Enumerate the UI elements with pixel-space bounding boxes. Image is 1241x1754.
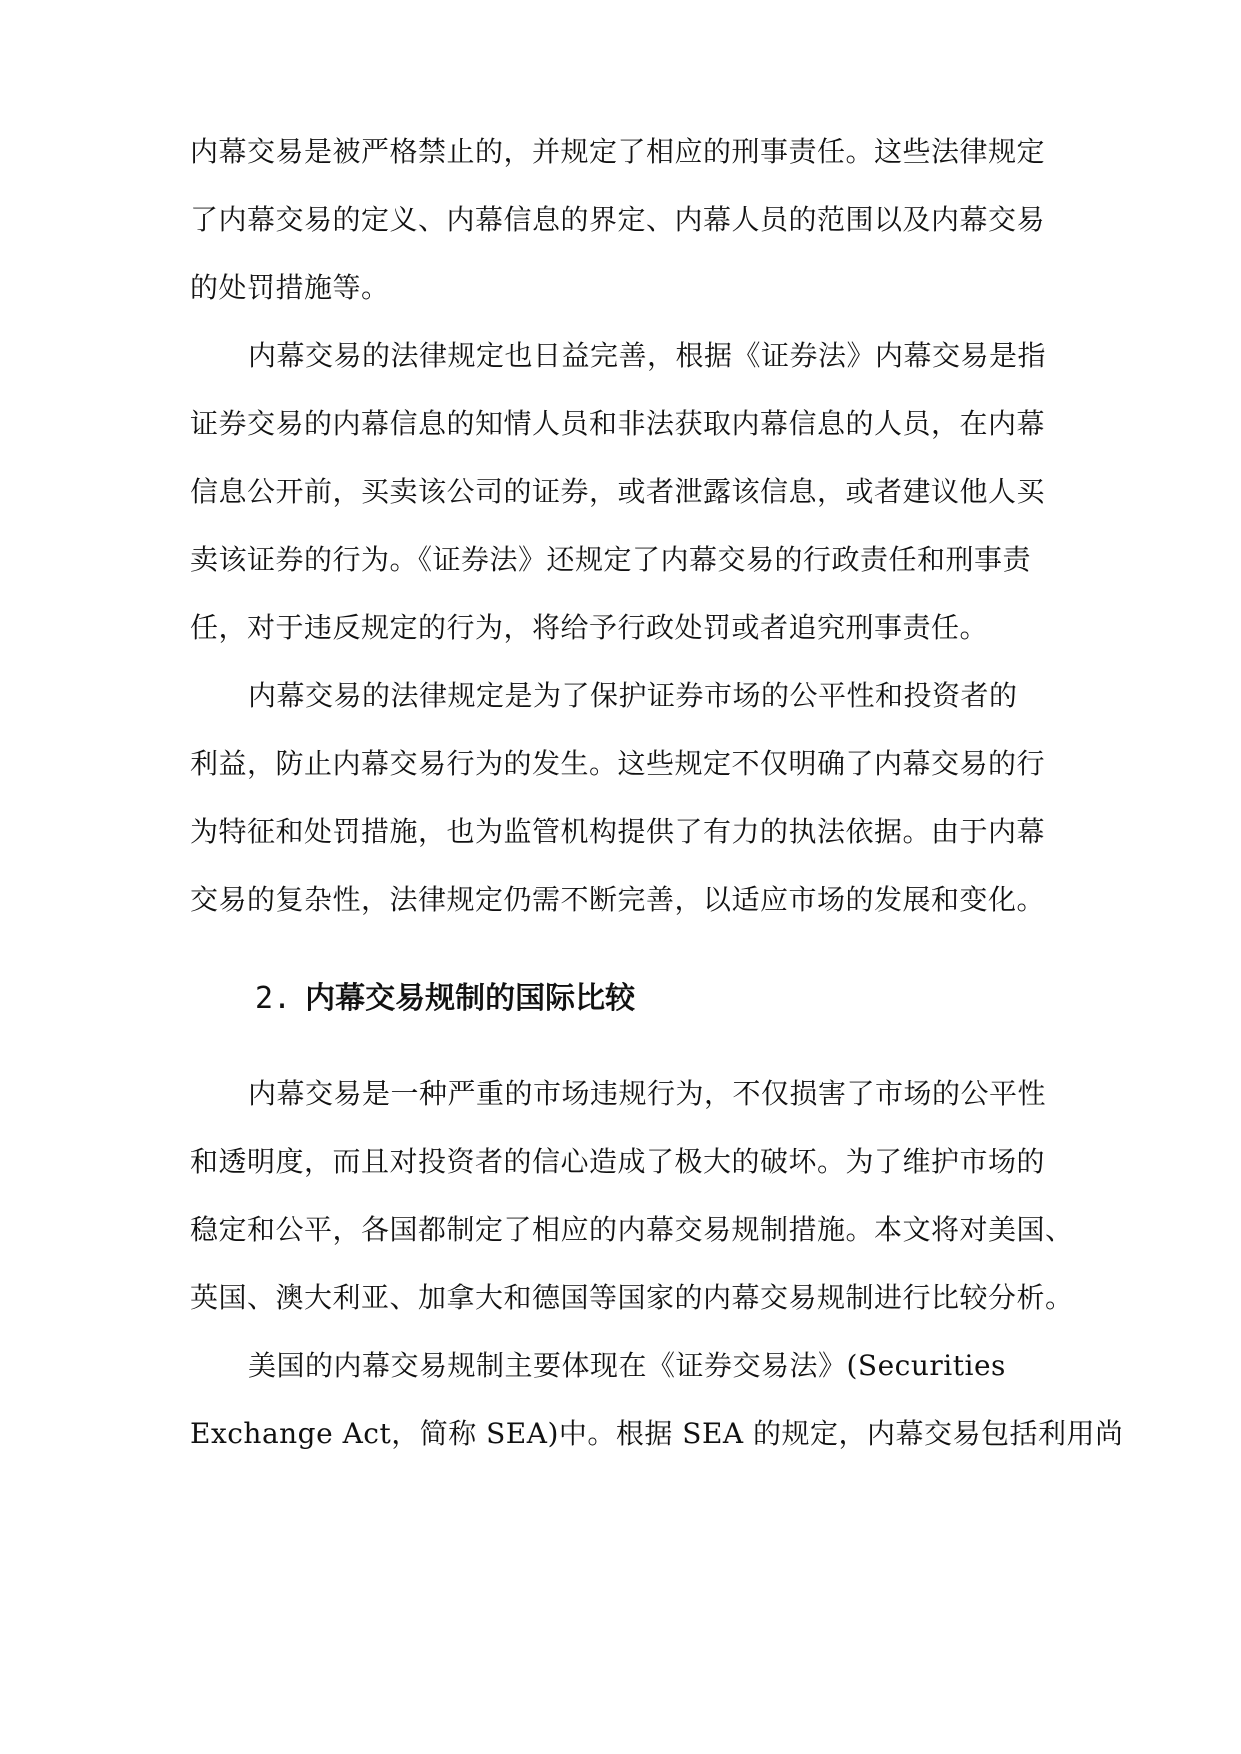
paragraph-2-line-2: 证券交易的内幕信息的知情人员和非法获取内幕信息的人员，在内幕 <box>190 407 1046 440</box>
section-heading <box>255 978 635 1020</box>
section-number: 2. <box>255 981 292 1016</box>
paragraph-1-line-2: 了内幕交易的定义、内幕信息的界定、内幕人员的范围以及内幕交易 <box>190 203 1046 236</box>
section-paragraph-1-line-3: 稳定和公平，各国都制定了相应的内幕交易规制措施。本文将对美国、 <box>190 1213 1074 1246</box>
paragraph-3-line-1: 内幕交易的法律规定是为了保护证券市场的公平性和投资者的 <box>248 679 1018 712</box>
section-paragraph-2-line-1: 美国的内幕交易规制主要体现在《证券交易法》(Securities <box>248 1349 1006 1382</box>
paragraph-2-line-4: 卖该证券的行为。《证券法》还规定了内幕交易的行政责任和刑事责 <box>190 543 1032 576</box>
paragraph-3-line-3: 为特征和处罚措施，也为监管机构提供了有力的执法依据。由于内幕 <box>190 815 1046 848</box>
paragraph-3-line-4: 交易的复杂性，法律规定仍需不断完善，以适应市场的发展和变化。 <box>190 883 1046 916</box>
paragraph-2-line-3: 信息公开前，买卖该公司的证券，或者泄露该信息，或者建议他人买 <box>190 475 1046 508</box>
section-paragraph-2-line-2: Exchange Act，简称 SEA)中。根据 SEA 的规定，内幕交易包括利用尚 <box>190 1417 1124 1450</box>
section-paragraph-1-line-1: 内幕交易是一种严重的市场违规行为，不仅损害了市场的公平性 <box>248 1077 1047 1110</box>
paragraph-2-line-5: 任，对于违反规定的行为，将给予行政处罚或者追究刑事责任。 <box>190 611 989 644</box>
section-paragraph-1-line-4: 英国、澳大利亚、加拿大和德国等国家的内幕交易规制进行比较分析。 <box>190 1281 1074 1314</box>
section-title: 内幕交易规制的国际比较 <box>305 981 636 1016</box>
paragraph-1-line-1: 内幕交易是被严格禁止的，并规定了相应的刑事责任。这些法律规定 <box>190 135 1046 168</box>
section-paragraph-1-line-2: 和透明度，而且对投资者的信心造成了极大的破坏。为了维护市场的 <box>190 1145 1046 1178</box>
paragraph-1-line-3: 的处罚措施等。 <box>190 271 390 304</box>
paragraph-3-line-2: 利益，防止内幕交易行为的发生。这些规定不仅明确了内幕交易的行 <box>190 747 1046 780</box>
paragraph-2-line-1: 内幕交易的法律规定也日益完善，根据《证券法》内幕交易是指 <box>248 339 1047 372</box>
